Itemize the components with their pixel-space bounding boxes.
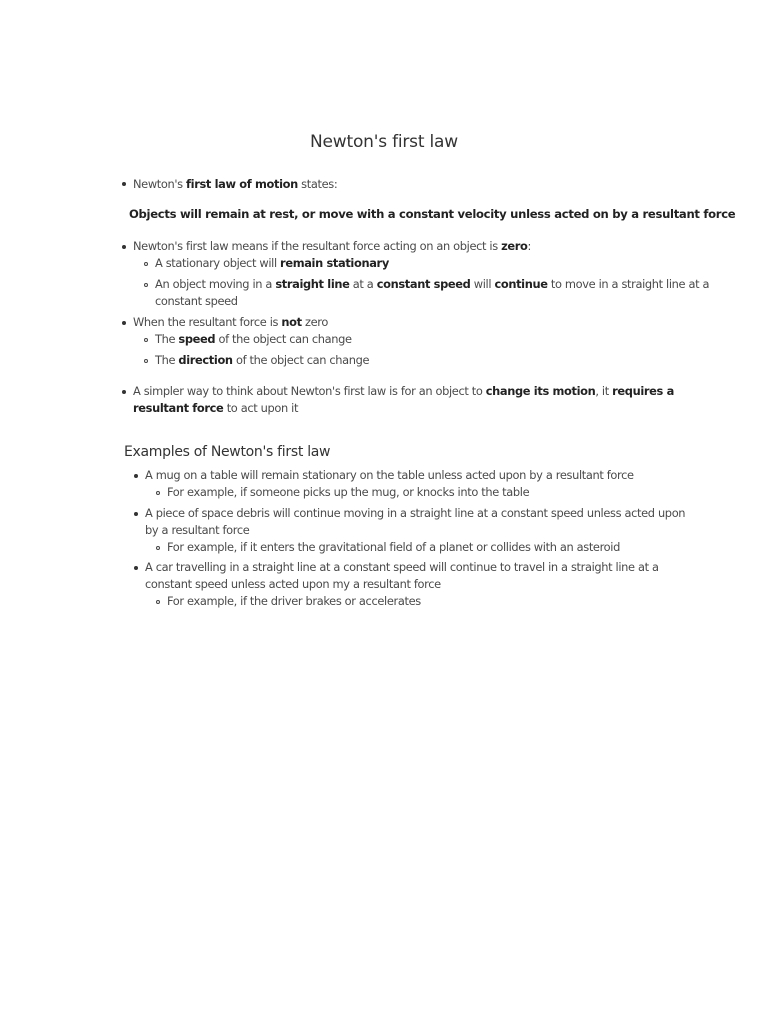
- bullet-icon: [122, 182, 126, 186]
- speed-text: The: [155, 332, 179, 346]
- moving-line: [155, 276, 709, 293]
- direction-text: The: [155, 353, 179, 367]
- simpler-line-2: [133, 400, 298, 417]
- notzero-bold: not: [281, 315, 302, 329]
- sub-bullet-icon: [156, 546, 160, 550]
- direction-line: [155, 352, 369, 369]
- intro-text-end: states:: [297, 177, 338, 191]
- example-sub-line: For example, if it enters the gravitational field of a planet or collides with an asteroid: [167, 540, 620, 554]
- sub-bullet-icon: [144, 262, 148, 266]
- simpler-text: A simpler way to think about Newton's first law is for an object to: [133, 384, 486, 398]
- example-sub-line: For example, if someone picks up the mug, or knocks into the table: [167, 485, 530, 499]
- sub-bullet-icon: [144, 359, 148, 363]
- zero-bold: zero: [501, 239, 528, 253]
- notzero-text-end: zero: [301, 315, 328, 329]
- stationary-line: [155, 255, 389, 272]
- sub-bullet-icon: [156, 491, 160, 495]
- zero-text-end: :: [527, 239, 532, 253]
- simpler-text-mid: , it: [595, 384, 613, 398]
- notzero-line: [133, 314, 328, 331]
- intro-line: [133, 176, 337, 193]
- zero-text: Newton's first law means if the resultant force acting on an object is: [133, 239, 502, 253]
- moving-text-3: will: [470, 277, 495, 291]
- simpler-bold-2: requires a: [612, 384, 674, 398]
- simpler-bold-3: resultant force: [133, 401, 224, 415]
- bullet-icon: [134, 474, 138, 478]
- notzero-text: When the resultant force is: [133, 315, 282, 329]
- moving-text-4: to move in a straight line at a: [547, 277, 710, 291]
- stationary-bold: remain stationary: [280, 256, 389, 270]
- speed-line: [155, 331, 352, 348]
- examples-heading: Examples of Newton's first law: [124, 444, 331, 460]
- sub-bullet-icon: [144, 283, 148, 287]
- simpler-bold-1: change its motion: [485, 384, 596, 398]
- direction-text-end: of the object can change: [232, 353, 370, 367]
- moving-text-2: at a: [349, 277, 377, 291]
- moving-text-1: An object moving in a: [155, 277, 276, 291]
- example-line: A car travelling in a straight line at a constant speed will continue to travel in a straight line at a: [145, 560, 659, 574]
- bullet-icon: [134, 512, 138, 516]
- example-line-2: constant speed unless acted upon my a resultant force: [145, 577, 441, 591]
- zero-line: [133, 238, 531, 255]
- sub-bullet-icon: [144, 338, 148, 342]
- bullet-icon: [134, 566, 138, 570]
- speed-text-end: of the object can change: [215, 332, 352, 346]
- bullet-icon: [122, 321, 126, 325]
- simpler-line: [133, 383, 674, 400]
- example-line-2: by a resultant force: [145, 523, 250, 537]
- intro-bold: first law of motion: [186, 177, 298, 191]
- bullet-icon: [122, 245, 126, 249]
- example-line: A mug on a table will remain stationary on the table unless acted upon by a resultant force: [145, 468, 634, 482]
- law-statement: Objects will remain at rest, or move with a constant velocity unless acted on by a resultant force: [129, 207, 736, 221]
- example-line: A piece of space debris will continue moving in a straight line at a constant speed unless acted upon: [145, 506, 686, 520]
- bullet-icon: [122, 390, 126, 394]
- intro-text: Newton's: [133, 177, 187, 191]
- sub-bullet-icon: [156, 600, 160, 604]
- moving-bold-2: constant speed: [376, 277, 471, 291]
- moving-line-2: constant speed: [155, 294, 238, 308]
- simpler-text-end: to act upon it: [223, 401, 299, 415]
- speed-bold: speed: [178, 332, 216, 346]
- example-sub-line: For example, if the driver brakes or accelerates: [167, 594, 421, 608]
- moving-bold-1: straight line: [275, 277, 350, 291]
- direction-bold: direction: [178, 353, 233, 367]
- stationary-text: A stationary object will: [155, 256, 281, 270]
- moving-bold-3: continue: [494, 277, 548, 291]
- page-title: Newton's first law: [310, 132, 458, 152]
